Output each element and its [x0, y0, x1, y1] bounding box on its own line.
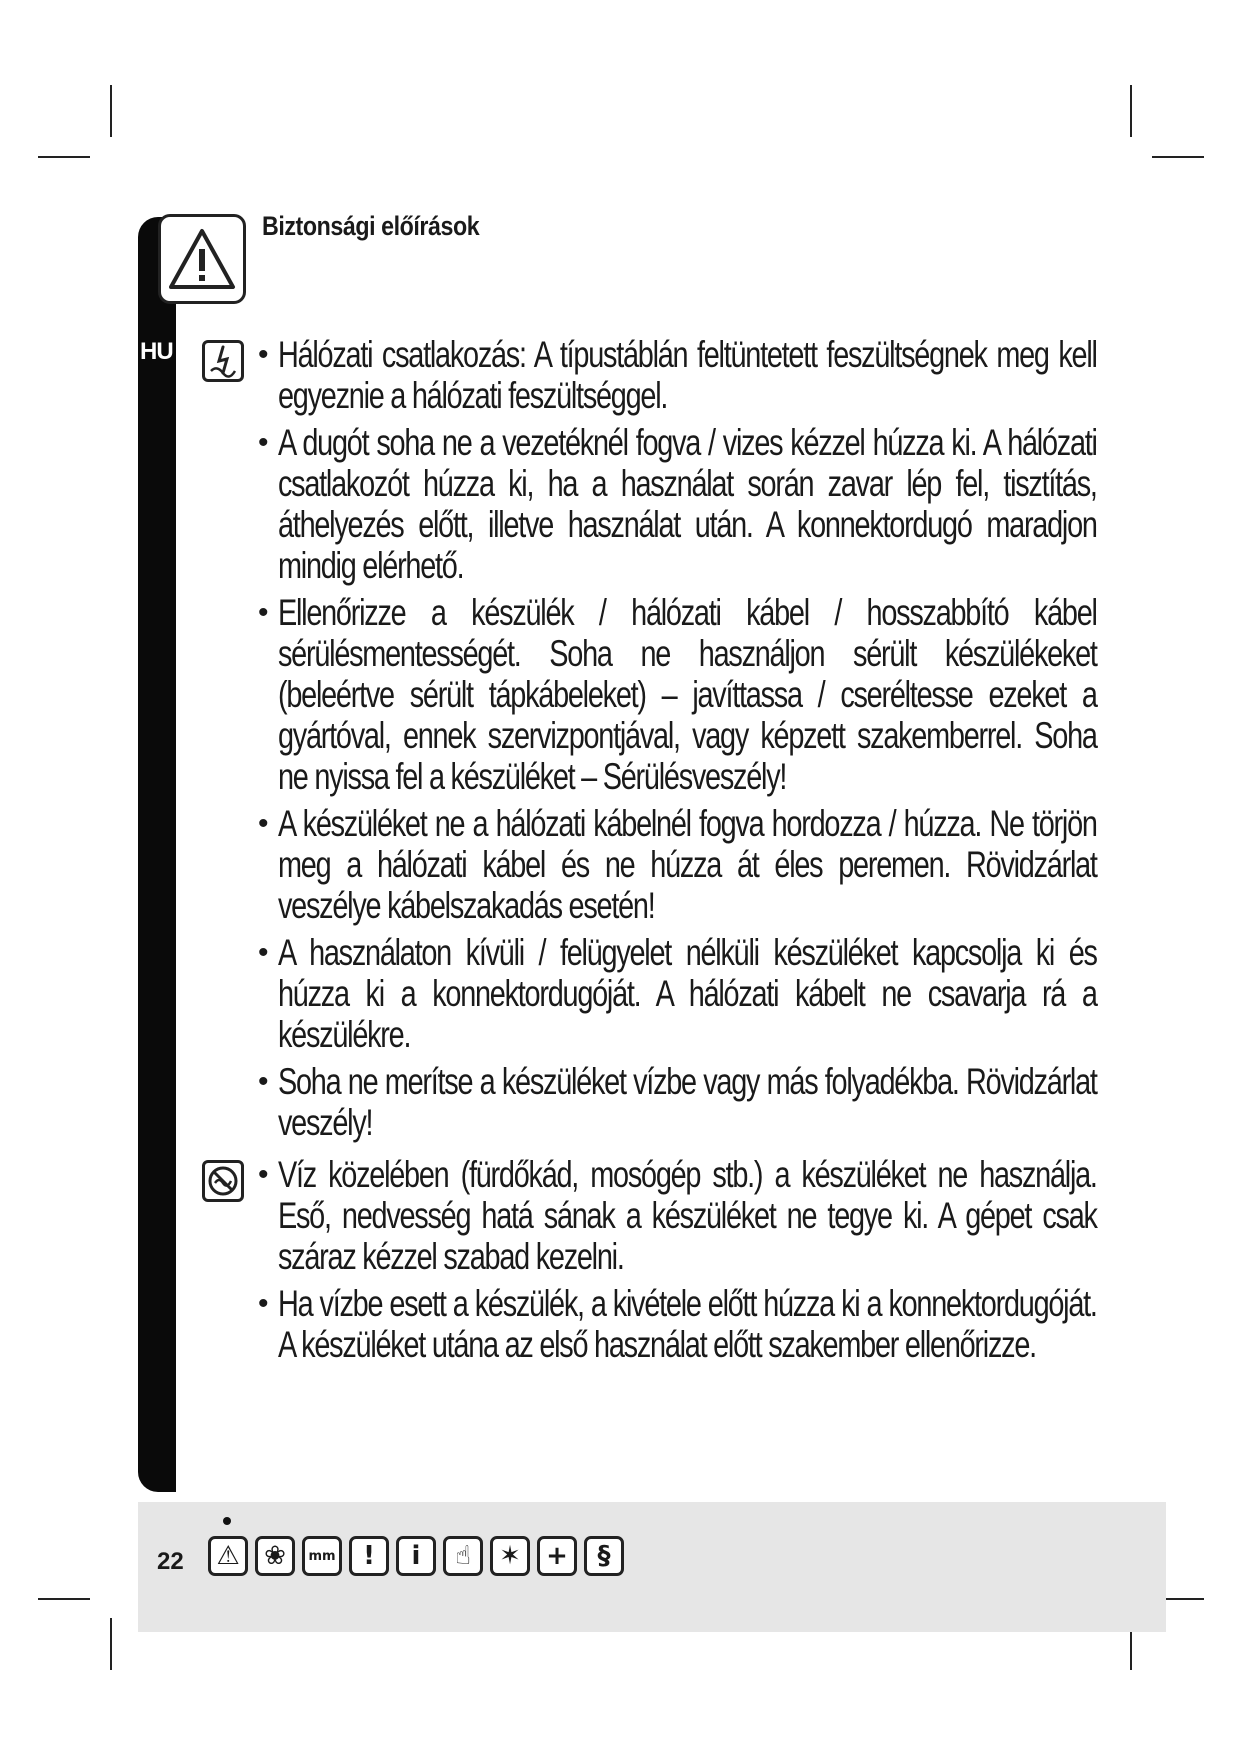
bullet-list-water — [258, 1154, 1098, 1371]
crop-mark — [110, 1618, 112, 1670]
plus-icon[interactable]: + — [537, 1536, 577, 1576]
list-item: • Ellenőrizze a készülék / hálózati kábel / hosszabbító kábel sérülésmentességét. Soha ne használjon sérült készülékeket (beleértve sérült tápkábeleket) – javíttassa / cseréltesse ezeket a gyártóval, ennek szervizpontjával, vagy képzett szakemberrel. Soha ne nyissa fel a készüléket – Sérülésveszély! — [258, 592, 1098, 797]
list-item: • A készüléket ne a hálózati kábelnél fogva hordozza / húzza. Ne törjön meg a hálózati kábel és ne húzza át éles peremen. Rövidzárlat veszélye kábelszakadás esetén! — [258, 803, 1098, 926]
environment-icon[interactable]: ❀ — [255, 1536, 295, 1576]
list-item: • Hálózati csatlakozás: A típustáblán feltüntetett feszültségnek meg kell egyeznie a hálózati feszültséggel. — [258, 334, 1098, 416]
warning-icon — [161, 217, 243, 301]
info-icon[interactable]: i — [396, 1536, 436, 1576]
list-item: • A használaton kívüli / felügyelet nélküli készüléket kapcsolja ki és húzza ki a konnektordugóját. A hálózati kábelt ne csavarja rá a készülékre. — [258, 932, 1098, 1055]
warning-icon[interactable]: ⚠ — [208, 1536, 248, 1576]
active-indicator-dot — [223, 1517, 231, 1525]
hand-icon[interactable]: ☝ — [443, 1536, 483, 1576]
crop-mark — [110, 85, 112, 137]
list-item: • A dugót soha ne a vezetéknél fogva / vizes kézzel húzza ki. A hálózati csatlakozót húzza ki, ha a használat során zavar lép fel, tisztítás, áthelyezés előtt, illetve használat után. A konnektordugó maradjon mindig elérhető. — [258, 422, 1098, 586]
list-item: • Víz közelében (fürdőkád, mosógép stb.) a készüléket ne használja. Eső, nedvesség hatá sának a készüléket ne tegye ki. A gépet csak száraz kézzel szabad kezelni. — [258, 1154, 1098, 1277]
page-title: Biztonsági előírások — [262, 211, 480, 241]
exclamation-icon[interactable]: ! — [349, 1536, 389, 1576]
list-item: • Ha vízbe esett a készülék, a kivétele előtt húzza ki a konnektordugóját. A készüléket utána az első használat előtt szakember ellenőrizze. — [258, 1283, 1098, 1365]
paragraph-icon[interactable]: § — [584, 1536, 624, 1576]
crop-mark — [1152, 156, 1204, 158]
crop-mark — [38, 156, 90, 158]
list-item: • Soha ne merítse a készüléket vízbe vagy más folyadékba. Rövidzárlat veszély! — [258, 1061, 1098, 1143]
footer-icon-bar — [208, 1536, 624, 1576]
warning-box — [158, 214, 246, 304]
no-water-icon — [202, 1160, 244, 1202]
page-number: 22 — [157, 1548, 184, 1575]
crop-mark — [1130, 85, 1132, 137]
language-tab: HU — [140, 338, 173, 365]
bullet-list-power — [258, 334, 1098, 1149]
crop-mark — [38, 1598, 90, 1600]
ruler-icon[interactable]: mm — [302, 1536, 342, 1576]
plug-icon — [202, 340, 244, 382]
sparkle-icon[interactable]: ✶ — [490, 1536, 530, 1576]
sidebar-tab — [138, 217, 176, 1492]
